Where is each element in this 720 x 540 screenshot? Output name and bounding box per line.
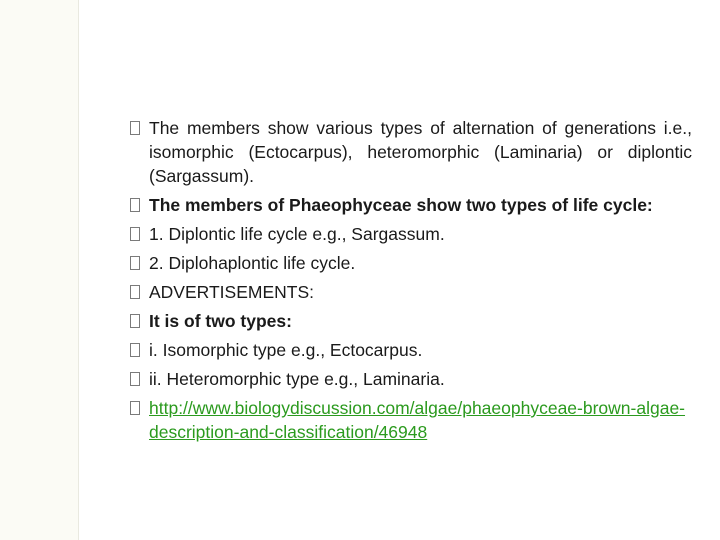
bullet-item-isomorphic — [130, 338, 692, 362]
bullet-text: 2. Diplohaplontic life cycle. — [149, 253, 356, 273]
bullet-text: The members of Phaeophyceae show two types of life cycle: — [149, 195, 653, 215]
bullet-box-icon — [130, 314, 140, 328]
bullet-box-icon — [130, 121, 140, 135]
bullet-box-icon — [130, 401, 140, 415]
bullet-text: The members show various types of alternation of generations i.e., isomorphic (Ectocarpus), heteromorphic (Laminaria) or diplontic (Sargassum). — [149, 118, 692, 186]
bullet-item-diplontic — [130, 222, 692, 246]
bullet-box-icon — [130, 285, 140, 299]
bullet-text: ADVERTISEMENTS: — [149, 282, 314, 302]
bullet-list — [130, 116, 692, 449]
bullet-text: It is of two types: — [149, 311, 292, 331]
bullet-item-heteromorphic — [130, 367, 692, 391]
bullet-box-icon — [130, 343, 140, 357]
bullet-item-two-types — [130, 309, 692, 333]
bullet-text: i. Isomorphic type e.g., Ectocarpus. — [149, 340, 423, 360]
bullet-item-source-link — [130, 396, 692, 444]
source-link[interactable]: http://www.biologydiscussion.com/algae/phaeophyceae-brown-algae-description-and-classification/46948 — [149, 398, 686, 442]
bullet-item-alternation — [130, 116, 692, 188]
bullet-box-icon — [130, 256, 140, 270]
left-divider-line — [78, 0, 79, 540]
bullet-item-diplohaplontic — [130, 251, 692, 275]
bullet-box-icon — [130, 227, 140, 241]
bullet-box-icon — [130, 372, 140, 386]
left-decorative-band — [0, 0, 78, 540]
bullet-text: ii. Heteromorphic type e.g., Laminaria. — [149, 369, 445, 389]
bullet-box-icon — [130, 198, 140, 212]
bullet-text: 1. Diplontic life cycle e.g., Sargassum. — [149, 224, 445, 244]
bullet-item-advertisements — [130, 280, 692, 304]
bullet-item-life-cycle-types — [130, 193, 692, 217]
